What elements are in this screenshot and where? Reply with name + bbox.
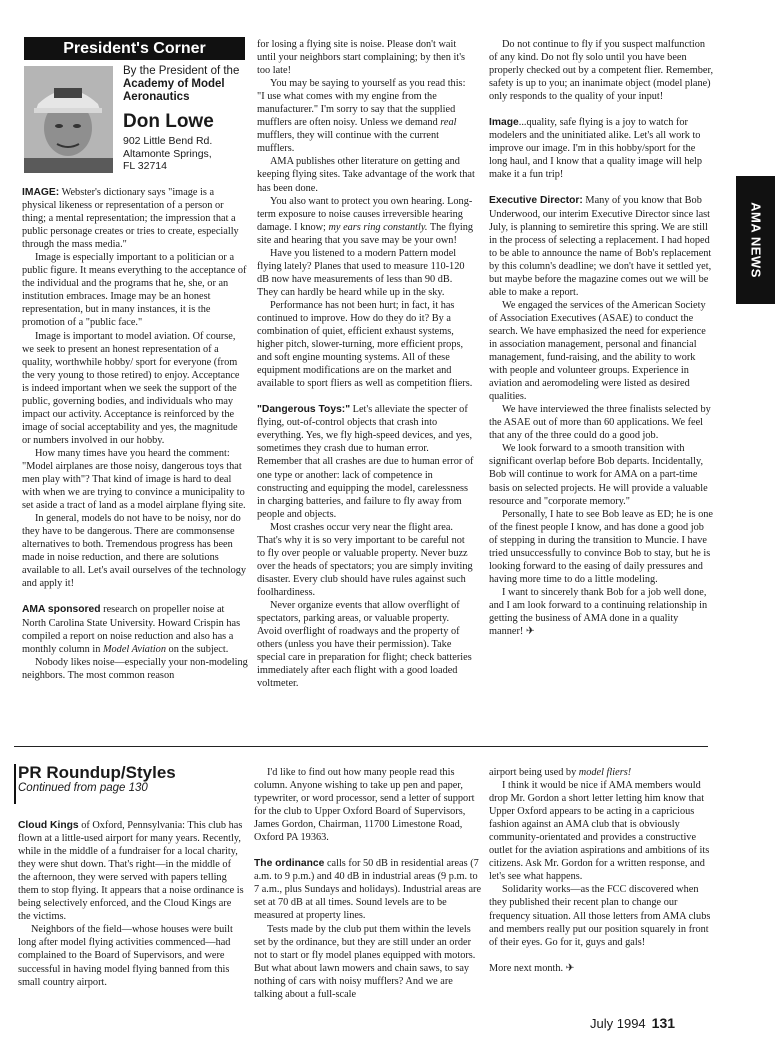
paragraph: Personally, I hate to see Bob leave as ED; he is one of the finest people I know, and has done a good job of stepping in during the transition to Muncie. I have tried unsuccessfully to convince Bob to stay, but he is looking forward to the easing of daily pressures and having more time to do a little modeling. xyxy=(489,508,713,585)
paragraph: More next month. ✈ xyxy=(489,962,575,974)
paragraph: AMA sponsored research on propeller noise at North Carolina State University. Howard Crispin has compiled a report on noise reduction and also has a monthly column in Model Aviation on the subject. xyxy=(22,604,241,655)
paragraph: We have interviewed the three finalists selected by the ASAE out of more than 60 applications. We feel that any of the three could do a good job. xyxy=(489,404,711,442)
paragraph: "Dangerous Toys:" Let's alleviate the specter of flying, out-of-control objects that crash into everything. Yes, we fly high-speed devices, and yes, sometimes they crash due to human error. Remember that all crashes are due to human error of one type or another: lack of competence in constructing and equipping the model, carelessness in charging batteries, and failure to fly away from people and objects. xyxy=(257,404,474,520)
paragraph: I'd like to find out how many people read this column. Anyone wishing to take up pen and paper, typewriter, or word processor, send a letter of support for the club to Upper Oxford Board of Supervisors, James Gordon, Chairman, 11700 Limestone Road, Oxford PA 19363. xyxy=(254,767,475,844)
byline xyxy=(123,65,248,173)
paragraph: Nobody likes noise—especially your non-modeling neighbors. The most common reason xyxy=(22,656,248,681)
paragraph: Image...quality, safe flying is a joy to watch for modelers and the uninitiated alike. Let's all work to improve our image. I'm in this hobby/sport for the long haul, and I know that a quality image will help make it a fun trip! xyxy=(489,117,703,181)
paragraph: Most crashes occur very near the flight area. That's why it is so very important to be careful not to fly over people or valuable property. Never buzz over the heads of spectators; you are simply inviting disaster. Every club should have rules against such foolhardiness. xyxy=(257,521,473,598)
pr-column-3 xyxy=(489,766,715,975)
article-column-3 xyxy=(489,38,715,638)
section-title: PR Roundup/Styles xyxy=(18,763,176,782)
paragraph: I think it would be nice if AMA members would drop Mr. Gordon a short letter letting him know that Upper Oxford appears to be acting in a capricious fashion against an AMA club that is obviously community-orientated and provides a constructive outlet for the aviation aspirations and ambitions of its citizens. Ask Mr. Gordon for a written response, and let's see what happens. xyxy=(489,780,710,883)
section-divider xyxy=(14,746,708,747)
paragraph: In general, models do not have to be noisy, nor do they have to be dangerous. There are commonsense alternatives to both. Tremendous progress has been made in noise reduction, and there are solutions available to all. Let's avail ourselves of the technology and apply it! xyxy=(22,513,247,590)
article-column-2 xyxy=(257,38,475,690)
address-line-3: FL 32714 xyxy=(123,160,167,172)
paragraph: Image is important to model aviation. Of course, we seek to present an honest representation of a quality, worthwhile hobby/ sport for everyone (from the very young to those retired) to enjoy. Acceptance is indeed important when we seek the support of the public, governing bodies, and individuals who may impact our activity. Acceptance is reinforced by the image of social acceptability and yes, the magnitude or numbers involved in our hobby. xyxy=(22,330,240,446)
article-column-1 xyxy=(22,186,248,682)
paragraph: Image is especially important to a politician or a public figure. It means everything to the acceptance of the individual and the programs that he, she, or an institution embraces. Image may be an honest representation, but in many instances, it is the promotion of a "public face." xyxy=(22,252,247,329)
paragraph: Tests made by the club put them within the levels set by the ordinance, but they are still under an order not to start or fly model planes equipped with motors. But what about lawn mowers and chain saws, to say nothing of cars with noisy mufflers? And we are talking about a full-scale xyxy=(254,923,476,1000)
paragraph: I want to sincerely thank Bob for a job well done, and I am look forward to a continuing relationship in getting the business of AMA done in a quality manner! ✈ xyxy=(489,586,708,638)
paragraph: IMAGE: Webster's dictionary says "image is a physical likeness or representation of a person or thing; a mental representation; the impression that a public personage creates or tries to create, especially through the mass media." xyxy=(22,187,239,251)
paragraph: Have you listened to a modern Pattern model flying lately? Planes that used to measure 110-120 dB now have measurements of less than 90 dB. They can hardly be heard while up in the sky. xyxy=(257,247,465,298)
paragraph: AMA publishes other literature on getting and keeping flying sites. Take advantage of the work that has been done. xyxy=(257,156,475,194)
author-name: Don Lowe xyxy=(123,111,214,132)
paragraph: Never organize events that allow overflight of spectators, parking areas, or valuable property. Avoid overflight of roadways and the property of others (unless you have their permission). Take special care in preparation for flight; check batteries immediately after each flight with a good loaded voltmeter. xyxy=(257,599,472,690)
page-footer xyxy=(590,1015,675,1031)
pr-column-2 xyxy=(254,766,482,1001)
column-title: President's Corner xyxy=(24,37,245,60)
section-tab-label: AMA NEWS xyxy=(748,202,763,278)
address-line-1: 902 Little Bend Rd. xyxy=(123,135,213,147)
section-subtitle: Continued from page 130 xyxy=(18,782,148,794)
page-number: 131 xyxy=(651,1015,676,1031)
byline-intro: By the President of the xyxy=(123,65,240,77)
address-line-2: Altamonte Springs, xyxy=(123,147,212,160)
paragraph: Cloud Kings of Oxford, Pennsylvania: This club has flown at a little-used airport for many years. Recently, while in the middle of a fundraiser for a local charity, they were shut down. That's right—in the middle of the afternoon, they were served with papers telling them to stop flying. It appears that a noise ordinance is being selectively enforced, and the Cloud Kings are the victims. xyxy=(18,820,244,923)
paragraph: airport being used by model fliers! xyxy=(489,767,632,778)
byline-org: Academy of Model Aeronautics xyxy=(123,78,225,103)
section-tab xyxy=(736,176,775,304)
pr-column-1 xyxy=(18,819,246,989)
section-bar xyxy=(14,764,16,804)
paragraph: We engaged the services of the American Society of Association Executives (ASAE) to conduct the search. We have emphasized the need for experience in association management, personal and financial management, fund-raising, and the ability to work with people and volunteer groups. Experience in aviation and aeromodeling were listed as desired qualities. xyxy=(489,299,706,403)
paragraph: We look forward to a smooth transition with significant overlap before Bob departs. Incidentally, Bob will continue to work for AMA on a part-time basis on selected projects. He will provide a valuable resource and "corporate memory." xyxy=(489,443,708,507)
paragraph: Neighbors of the field—whose houses were built long after model flying activities commenced—had complained to the Board of Supervisors, and were successful in having model flying banned from this small country airport. xyxy=(18,924,233,988)
paragraph: You may be saying to yourself as you read this: "I use what comes with my engine from the manufacturer." I'm sorry to say that the supplied mufflers are often noisy. Unless we demand real mufflers, they will continue with the current mufflers. xyxy=(257,78,466,155)
end-mark-icon: ✈ xyxy=(565,962,575,974)
end-mark-icon: ✈ xyxy=(525,626,535,638)
paragraph: Solidarity works—as the FCC discovered when they published their recent plan to change our frequency situation. All those letters from AMA clubs and members really put our position squarely in front of their eyes. Go for it, guys and gals! xyxy=(489,884,711,948)
paragraph: Executive Director: Many of you know that Bob Underwood, our interim Executive Director since last July, is planning to semiretire this spring. We are still in the process of selecting a replacement. I had hoped to be able to announce the name of Bob's replacement by this column's deadline; we don't have it settled yet, but maybe before the magazine comes out we will be able to make a report. xyxy=(489,195,712,298)
paragraph: for losing a flying site is noise. Please don't wait until your neighbors start complaining; by then it's too late! xyxy=(257,39,466,77)
paragraph: How many times have you heard the comment: "Model airplanes are those noisy, dangerous toys that men play with"? That kind of image is hard to deal with when we are trying to convince a municipality to set aside a tract of land as a model airplane flying site. xyxy=(22,447,246,512)
issue-date: July 1994 xyxy=(590,1016,646,1031)
paragraph: Do not continue to fly if you suspect malfunction of any kind. Do not fly solo until you have been properly checked out by a competent flier. Remember, safety is up to you; an inanimate object (model plane) only responds to the quality of your input! xyxy=(489,39,714,103)
paragraph: Performance has not been hurt; in fact, it has continued to improve. How do they do it? By a combination of quiet, efficient exhaust systems, higher pitch, slower-turning, more efficient props, and soft engine mounting systems. All of these equipment modifications are on the market and available to sport fliers as well as competition fliers. xyxy=(257,299,473,390)
paragraph: You also want to protect you own hearing. Long-term exposure to noise causes irreversible hearing damage. I know; my ears ring constantly. The flying site and hearing that you save may be your own! xyxy=(257,195,474,246)
paragraph: The ordinance calls for 50 dB in residential areas (7 a.m. to 9 p.m.) and 40 dB in industrial areas (9 p.m. to 7 a.m., plus Sundays and holidays). Industrial areas are set at 70 dB at all times. Sound levels are to be measured at property lines. xyxy=(254,858,482,922)
author-photo xyxy=(24,66,113,173)
